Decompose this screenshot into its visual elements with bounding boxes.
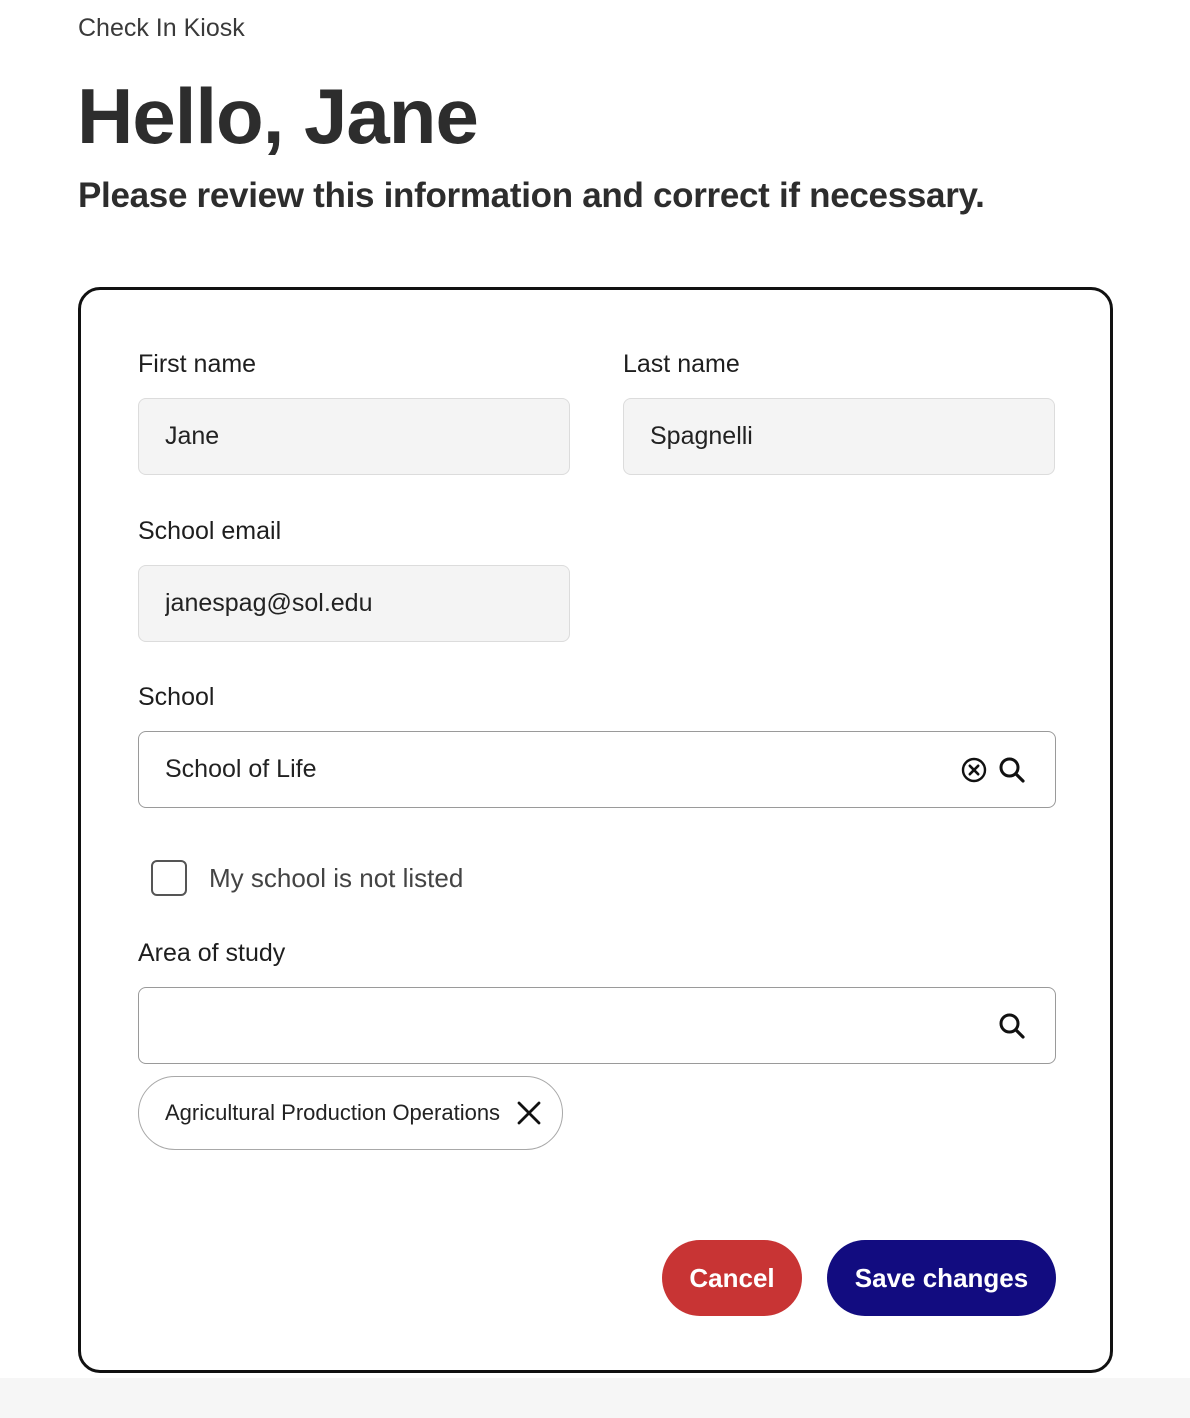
greeting-heading: Hello, Jane <box>77 72 478 160</box>
area-of-study-tag-label: Agricultural Production Operations <box>165 1100 501 1125</box>
school-search-field <box>138 731 1056 808</box>
school-email-input[interactable] <box>138 565 570 642</box>
search-icon[interactable] <box>997 1011 1027 1041</box>
last-name-input[interactable] <box>623 398 1055 475</box>
school-label: School <box>138 683 215 711</box>
profile-form-card <box>78 287 1113 1373</box>
area-of-study-search-field <box>138 987 1056 1064</box>
school-email-label: School email <box>138 517 282 545</box>
area-of-study-search-input[interactable] <box>139 988 853 1063</box>
clear-circle-icon[interactable] <box>959 755 989 785</box>
area-of-study-label: Area of study <box>138 939 286 967</box>
search-icon[interactable] <box>997 755 1027 785</box>
page-bottom-band <box>0 1378 1190 1418</box>
school-not-listed-label[interactable]: My school is not listed <box>209 863 464 893</box>
last-name-label: Last name <box>623 350 740 378</box>
save-changes-button[interactable]: Save changes <box>827 1240 1056 1316</box>
first-name-input[interactable] <box>138 398 570 475</box>
app-title: Check In Kiosk <box>78 14 245 42</box>
school-not-listed-checkbox[interactable] <box>151 860 187 896</box>
cancel-button[interactable]: Cancel <box>662 1240 802 1316</box>
instructions-text: Please review this information and correct if necessary. <box>78 176 985 215</box>
close-icon[interactable] <box>514 1098 544 1128</box>
school-search-input[interactable] <box>139 732 853 807</box>
area-of-study-tag <box>138 1076 563 1150</box>
first-name-label: First name <box>138 350 257 378</box>
